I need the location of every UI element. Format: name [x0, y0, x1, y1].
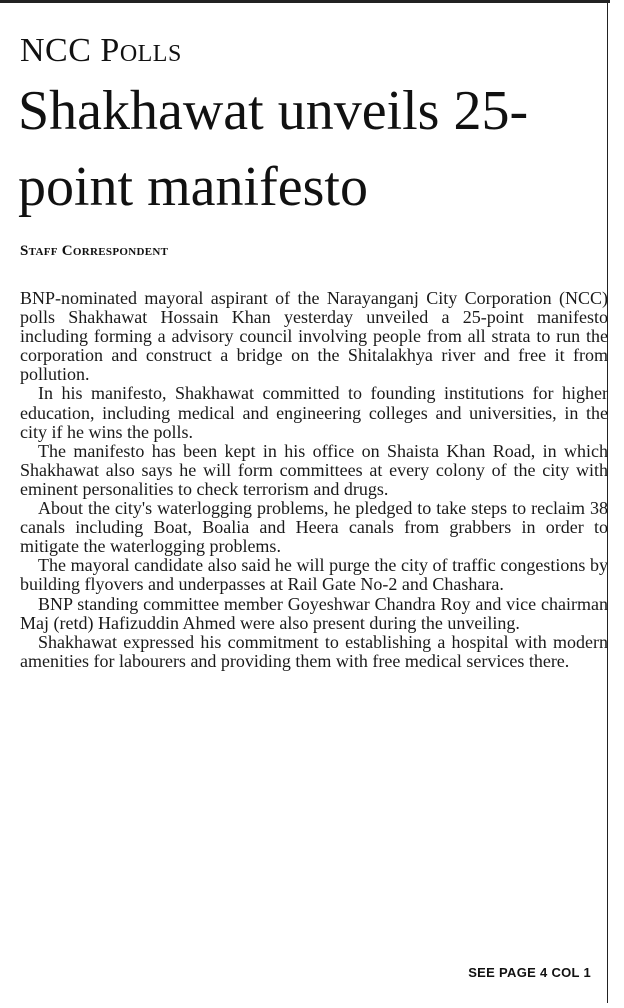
- paragraph-5: The mayoral candidate also said he will purge the city of traffic congestions by building flyovers and underpasses at Rail Gate No-2 and Chashara.: [20, 555, 608, 595]
- continuation-jump-line: SEE PAGE 4 COL 1: [468, 965, 591, 980]
- paragraph-6: BNP standing committee member Goyeshwar Chandra Roy and vice chairman Maj (retd) Hafizuddin Ahmed were also present during the unveiling.: [20, 593, 608, 633]
- paragraph-4: About the city's waterlogging problems, he pledged to take steps to reclaim 38 canals including Boat, Boalia and Heera canals from grabbers in order to mitigate the waterlogging problems.: [20, 498, 608, 557]
- news-article: [0, 3, 608, 1003]
- article-body: [20, 289, 608, 671]
- paragraph-3: The manifesto has been kept in his office on Shaista Khan Road, in which Shakhawat also says he will form committees at every colony of the city with eminent personalities to check terrorism and drugs.: [20, 440, 608, 499]
- byline: Staff Correspondent: [20, 243, 169, 259]
- paragraph-2: In his manifesto, Shakhawat committed to founding institutions for higher education, including medical and engineering colleges and universities, in the city if he wins the polls.: [20, 383, 608, 442]
- paragraph-7: Shakhawat expressed his commitment to establishing a hospital with modern amenities for labourers and providing them with free medical services there.: [20, 631, 608, 671]
- paragraph-1: BNP-nominated mayoral aspirant of the Narayanganj City Corporation (NCC) polls Shakhawat Hossain Khan yesterday unveiled a 25-point manifesto including forming a advisory council involving people from all strata to run the corporation and construct a bridge on the Shitalakhya river and free it from pollution.: [20, 288, 608, 385]
- headline: Shakhawat unveils 25-point manifesto: [18, 80, 529, 218]
- kicker: NCC Polls: [20, 32, 182, 69]
